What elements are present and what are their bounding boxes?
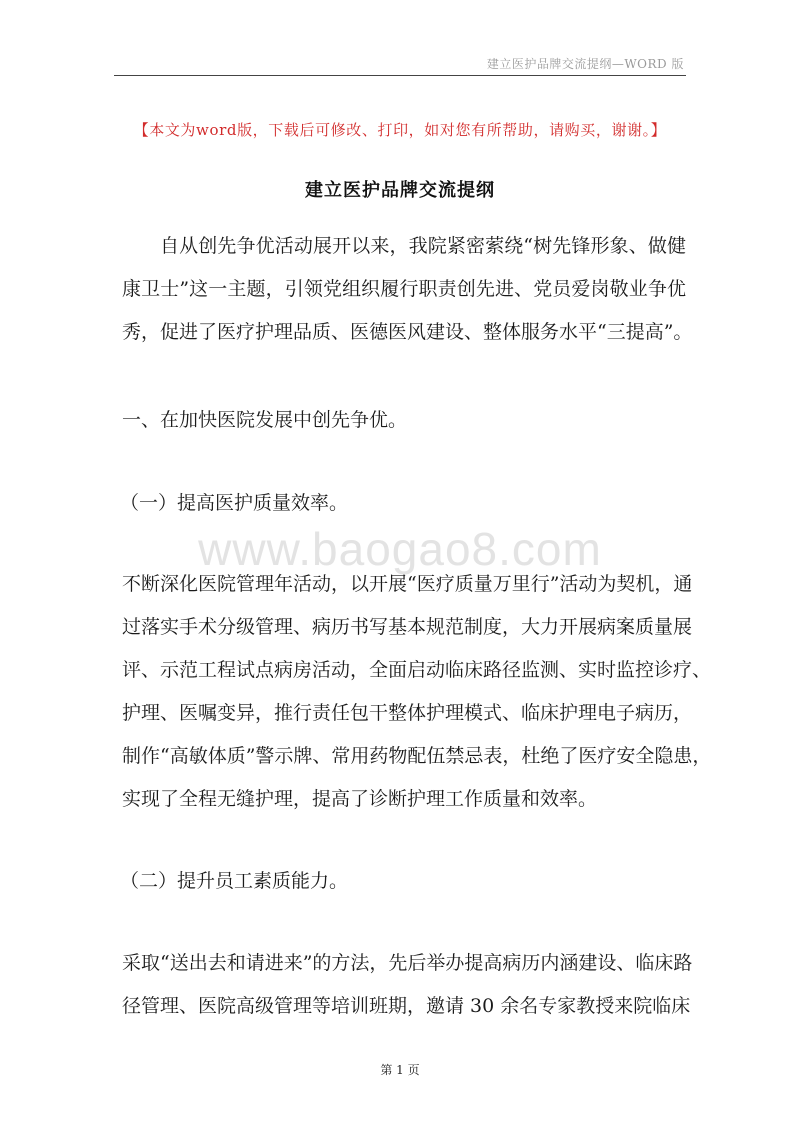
subsection-2-paragraph [122, 942, 693, 1028]
paragraph-line: 径管理、医院高级管理等培训班期，邀请 30 余名专家教授来院临床 [122, 995, 691, 1017]
watermark: www.baogao8.com [198, 523, 602, 575]
running-header: 建立医护品牌交流提纲—WORD 版 [486, 57, 684, 71]
subsection-heading-1: （一）提高医护质量效率。 [120, 492, 349, 514]
paragraph-line: 康卫士”这一主题，引领党组织履行职责创先进、党员爱岗敬业争优 [122, 278, 686, 300]
paragraph-line: 不断深化医院管理年活动，以开展“医疗质量万里行”活动为契机，通 [122, 573, 693, 595]
paragraph-line: 秀，促进了医疗护理品质、医德医风建设、整体服务水平“三提高”。 [122, 321, 693, 343]
paragraph-line: 制作“高敏体质”警示牌、常用药物配伍禁忌表，杜绝了医疗安全隐患， [122, 745, 712, 767]
section-heading-1: 一、在加快医院发展中创先争优。 [122, 409, 408, 431]
page-number: 第 1 页 [380, 1063, 420, 1077]
paragraph-line: 采取“送出去和请进来”的方法，先后举办提高病历内涵建设、临床路 [122, 952, 693, 974]
header-divider [114, 75, 686, 76]
paragraph-line: 护理、医嘱变异，推行责任包干整体护理模式、临床护理电子病历， [122, 702, 693, 724]
paragraph-line: 过落实手术分级管理、病历书写基本规范制度，大力开展病案质量展 [122, 616, 693, 638]
intro-paragraph [122, 225, 693, 354]
subsection-heading-2: （二）提升员工素质能力。 [120, 870, 349, 892]
paragraph-line: 自从创先争优活动展开以来，我院紧密萦绕“树先锋形象、做健 [160, 235, 686, 257]
subsection-1-paragraph [122, 563, 712, 821]
purchase-notice: 【本文为word版，下载后可修改、打印，如对您有所帮助，请购买，谢谢。】 [133, 121, 667, 139]
document-title: 建立医护品牌交流提纲 [305, 180, 495, 201]
paragraph-line: 评、示范工程试点病房活动，全面启动临床路径监测、实时监控诊疗、 [122, 659, 712, 681]
paragraph-line: 实现了全程无缝护理，提高了诊断护理工作质量和效率。 [122, 788, 598, 810]
